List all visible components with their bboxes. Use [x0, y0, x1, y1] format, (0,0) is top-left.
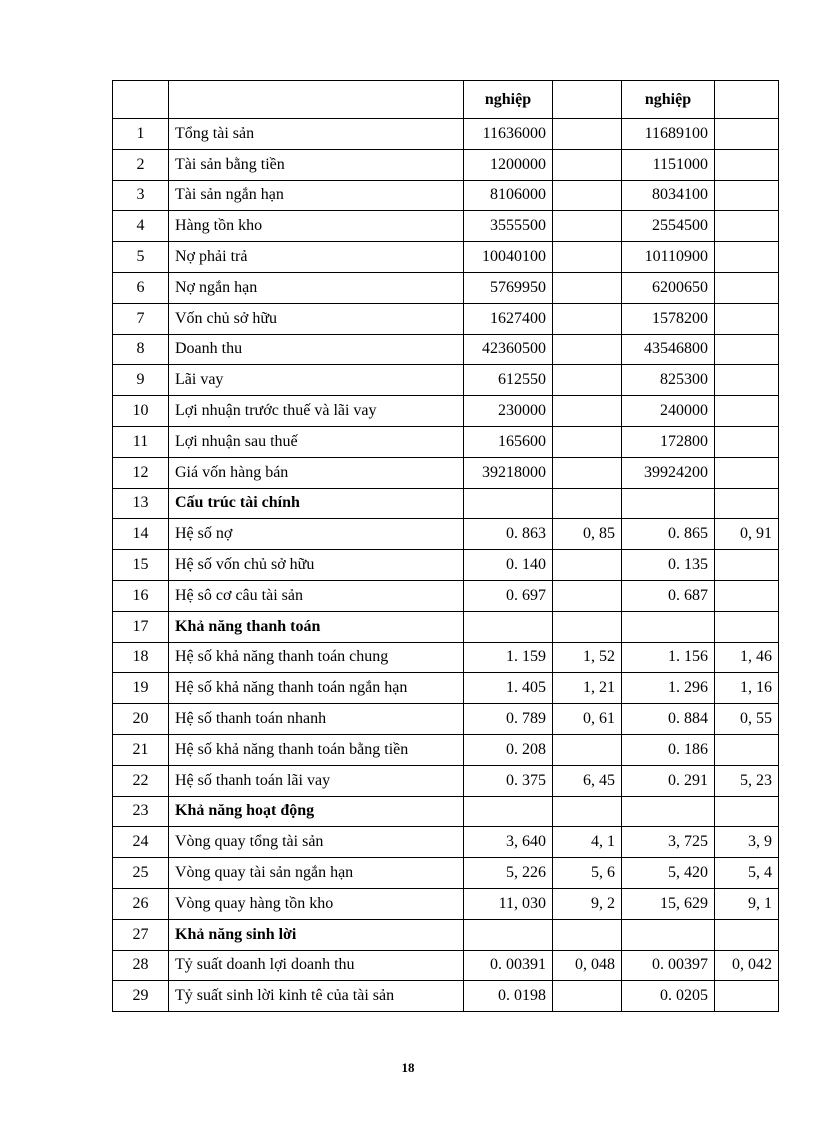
indicator-name-cell: Hàng tồn kho	[169, 211, 464, 242]
industry-average-cell-2	[715, 119, 779, 150]
row-number-cell: 15	[113, 550, 169, 581]
table-row	[113, 550, 779, 581]
enterprise-value-cell-2: 39924200	[622, 457, 715, 488]
enterprise-value-cell-1	[464, 919, 553, 950]
row-number-cell: 10	[113, 396, 169, 427]
indicator-name-cell: Khả năng hoạt động	[169, 796, 464, 827]
enterprise-value-cell-1: 0. 789	[464, 704, 553, 735]
enterprise-value-cell-2: 1. 156	[622, 642, 715, 673]
industry-average-cell-2	[715, 580, 779, 611]
industry-average-cell-2: 1, 16	[715, 673, 779, 704]
row-number-cell: 17	[113, 611, 169, 642]
industry-average-cell-1: 0, 61	[553, 704, 622, 735]
industry-average-cell-1: 6, 45	[553, 765, 622, 796]
header-cell-enterprise-1: nghiệp	[464, 81, 553, 119]
enterprise-value-cell-2: 0. 0205	[622, 981, 715, 1012]
indicator-name-cell: Hệ sô cơ câu tài sản	[169, 580, 464, 611]
industry-average-cell-2: 0, 91	[715, 519, 779, 550]
section-row	[113, 488, 779, 519]
table-row	[113, 303, 779, 334]
industry-average-cell-1	[553, 149, 622, 180]
enterprise-value-cell-1: 230000	[464, 396, 553, 427]
page-number: 18	[401, 1060, 415, 1075]
table-row	[113, 673, 779, 704]
enterprise-value-cell-2: 240000	[622, 396, 715, 427]
industry-average-cell-2	[715, 365, 779, 396]
indicator-name-cell: Tài sản ngắn hạn	[169, 180, 464, 211]
row-number-cell: 3	[113, 180, 169, 211]
table-row	[113, 519, 779, 550]
row-number-cell: 18	[113, 642, 169, 673]
indicator-name-cell: Nợ phải trả	[169, 242, 464, 273]
enterprise-value-cell-2: 10110900	[622, 242, 715, 273]
table-row	[113, 426, 779, 457]
industry-average-cell-2	[715, 734, 779, 765]
enterprise-value-cell-2: 0. 291	[622, 765, 715, 796]
industry-average-cell-2: 9, 1	[715, 888, 779, 919]
row-number-cell: 21	[113, 734, 169, 765]
industry-average-cell-2	[715, 919, 779, 950]
header-cell-name	[169, 81, 464, 119]
indicator-name-cell: Khả năng thanh toán	[169, 611, 464, 642]
indicator-name-cell: Nợ ngắn hạn	[169, 272, 464, 303]
indicator-name-cell: Hệ số thanh toán lãi vay	[169, 765, 464, 796]
enterprise-value-cell-2: 5, 420	[622, 858, 715, 889]
row-number-cell: 2	[113, 149, 169, 180]
indicator-name-cell: Vòng quay tổng tài sản	[169, 827, 464, 858]
indicator-name-cell: Doanh thu	[169, 334, 464, 365]
industry-average-cell-2: 5, 23	[715, 765, 779, 796]
table-row	[113, 119, 779, 150]
indicator-name-cell: Giá vốn hàng bán	[169, 457, 464, 488]
industry-average-cell-1: 1, 52	[553, 642, 622, 673]
industry-average-cell-1	[553, 211, 622, 242]
indicator-name-cell: Tỷ suất doanh lợi doanh thu	[169, 950, 464, 981]
table-row	[113, 272, 779, 303]
industry-average-cell-1	[553, 488, 622, 519]
table-row	[113, 242, 779, 273]
enterprise-value-cell-1: 612550	[464, 365, 553, 396]
industry-average-cell-2	[715, 211, 779, 242]
indicator-name-cell: Hệ số vốn chủ sở hữu	[169, 550, 464, 581]
enterprise-value-cell-2	[622, 611, 715, 642]
enterprise-value-cell-1: 1. 159	[464, 642, 553, 673]
row-number-cell: 25	[113, 858, 169, 889]
industry-average-cell-2	[715, 488, 779, 519]
table-row	[113, 827, 779, 858]
enterprise-value-cell-1: 3555500	[464, 211, 553, 242]
table-row	[113, 765, 779, 796]
enterprise-value-cell-2: 6200650	[622, 272, 715, 303]
indicator-name-cell: Khả năng sinh lời	[169, 919, 464, 950]
industry-average-cell-1	[553, 119, 622, 150]
table-row	[113, 365, 779, 396]
industry-average-cell-1: 0, 048	[553, 950, 622, 981]
enterprise-value-cell-2: 1. 296	[622, 673, 715, 704]
header-cell-industry-1	[553, 81, 622, 119]
industry-average-cell-1: 9, 2	[553, 888, 622, 919]
industry-average-cell-2	[715, 180, 779, 211]
table-body	[113, 81, 779, 1012]
row-number-cell: 1	[113, 119, 169, 150]
enterprise-value-cell-1: 11636000	[464, 119, 553, 150]
enterprise-value-cell-2	[622, 796, 715, 827]
row-number-cell: 24	[113, 827, 169, 858]
industry-average-cell-1	[553, 365, 622, 396]
row-number-cell: 27	[113, 919, 169, 950]
industry-average-cell-1	[553, 272, 622, 303]
enterprise-value-cell-1: 0. 208	[464, 734, 553, 765]
industry-average-cell-2	[715, 396, 779, 427]
header-cell-no	[113, 81, 169, 119]
row-number-cell: 13	[113, 488, 169, 519]
table-row	[113, 888, 779, 919]
industry-average-cell-1: 1, 21	[553, 673, 622, 704]
table-row	[113, 981, 779, 1012]
industry-average-cell-1	[553, 242, 622, 273]
enterprise-value-cell-1: 1627400	[464, 303, 553, 334]
enterprise-value-cell-1: 11, 030	[464, 888, 553, 919]
row-number-cell: 14	[113, 519, 169, 550]
table-row	[113, 149, 779, 180]
industry-average-cell-2: 0, 042	[715, 950, 779, 981]
row-number-cell: 9	[113, 365, 169, 396]
enterprise-value-cell-1: 0. 375	[464, 765, 553, 796]
enterprise-value-cell-2: 0. 186	[622, 734, 715, 765]
industry-average-cell-1	[553, 796, 622, 827]
industry-average-cell-2: 1, 46	[715, 642, 779, 673]
enterprise-value-cell-2: 15, 629	[622, 888, 715, 919]
enterprise-value-cell-2: 11689100	[622, 119, 715, 150]
indicator-name-cell: Hệ số nợ	[169, 519, 464, 550]
header-cell-enterprise-2: nghiệp	[622, 81, 715, 119]
enterprise-value-cell-1: 0. 140	[464, 550, 553, 581]
table-row	[113, 704, 779, 735]
industry-average-cell-1	[553, 580, 622, 611]
industry-average-cell-2	[715, 334, 779, 365]
section-row	[113, 919, 779, 950]
indicator-name-cell: Tỷ suất sinh lời kinh tê của tài sản	[169, 981, 464, 1012]
table-row	[113, 950, 779, 981]
industry-average-cell-1	[553, 396, 622, 427]
enterprise-value-cell-1: 0. 00391	[464, 950, 553, 981]
enterprise-value-cell-2: 0. 865	[622, 519, 715, 550]
industry-average-cell-2	[715, 426, 779, 457]
enterprise-value-cell-1: 8106000	[464, 180, 553, 211]
table-header-row	[113, 81, 779, 119]
enterprise-value-cell-1: 0. 863	[464, 519, 553, 550]
row-number-cell: 28	[113, 950, 169, 981]
enterprise-value-cell-1: 10040100	[464, 242, 553, 273]
section-row	[113, 611, 779, 642]
enterprise-value-cell-2: 825300	[622, 365, 715, 396]
row-number-cell: 22	[113, 765, 169, 796]
table-row	[113, 457, 779, 488]
industry-average-cell-1: 4, 1	[553, 827, 622, 858]
industry-average-cell-1	[553, 180, 622, 211]
industry-average-cell-1	[553, 334, 622, 365]
table-row	[113, 334, 779, 365]
table-row	[113, 211, 779, 242]
row-number-cell: 8	[113, 334, 169, 365]
industry-average-cell-2: 5, 4	[715, 858, 779, 889]
enterprise-value-cell-2: 43546800	[622, 334, 715, 365]
industry-average-cell-2	[715, 149, 779, 180]
industry-average-cell-1	[553, 981, 622, 1012]
enterprise-value-cell-1: 5769950	[464, 272, 553, 303]
row-number-cell: 23	[113, 796, 169, 827]
table-row	[113, 396, 779, 427]
enterprise-value-cell-2: 0. 884	[622, 704, 715, 735]
table-row	[113, 180, 779, 211]
enterprise-value-cell-2: 1151000	[622, 149, 715, 180]
industry-average-cell-2	[715, 611, 779, 642]
enterprise-value-cell-1: 5, 226	[464, 858, 553, 889]
enterprise-value-cell-2: 2554500	[622, 211, 715, 242]
industry-average-cell-1	[553, 919, 622, 950]
enterprise-value-cell-1: 3, 640	[464, 827, 553, 858]
indicator-name-cell: Tài sản bằng tiền	[169, 149, 464, 180]
indicator-name-cell: Tổng tài sản	[169, 119, 464, 150]
indicator-name-cell: Vòng quay hàng tồn kho	[169, 888, 464, 919]
enterprise-value-cell-2: 0. 00397	[622, 950, 715, 981]
enterprise-value-cell-2: 8034100	[622, 180, 715, 211]
indicator-name-cell: Hệ số khả năng thanh toán bằng tiền	[169, 734, 464, 765]
row-number-cell: 6	[113, 272, 169, 303]
row-number-cell: 16	[113, 580, 169, 611]
industry-average-cell-1	[553, 303, 622, 334]
table-row	[113, 580, 779, 611]
enterprise-value-cell-2: 1578200	[622, 303, 715, 334]
industry-average-cell-2	[715, 272, 779, 303]
industry-average-cell-1	[553, 550, 622, 581]
row-number-cell: 26	[113, 888, 169, 919]
row-number-cell: 12	[113, 457, 169, 488]
enterprise-value-cell-1: 1200000	[464, 149, 553, 180]
enterprise-value-cell-1: 0. 697	[464, 580, 553, 611]
row-number-cell: 7	[113, 303, 169, 334]
enterprise-value-cell-2: 3, 725	[622, 827, 715, 858]
industry-average-cell-2: 0, 55	[715, 704, 779, 735]
indicator-name-cell: Hệ số khả năng thanh toán chung	[169, 642, 464, 673]
enterprise-value-cell-2: 0. 687	[622, 580, 715, 611]
industry-average-cell-1	[553, 734, 622, 765]
industry-average-cell-2	[715, 242, 779, 273]
enterprise-value-cell-1: 0. 0198	[464, 981, 553, 1012]
table-row	[113, 642, 779, 673]
industry-average-cell-2	[715, 796, 779, 827]
enterprise-value-cell-1: 42360500	[464, 334, 553, 365]
row-number-cell: 29	[113, 981, 169, 1012]
enterprise-value-cell-2	[622, 919, 715, 950]
table-row	[113, 858, 779, 889]
enterprise-value-cell-1: 165600	[464, 426, 553, 457]
header-cell-industry-2	[715, 81, 779, 119]
indicator-name-cell: Hệ số khả năng thanh toán ngắn hạn	[169, 673, 464, 704]
industry-average-cell-1: 0, 85	[553, 519, 622, 550]
enterprise-value-cell-1	[464, 488, 553, 519]
indicator-name-cell: Lãi vay	[169, 365, 464, 396]
financial-ratios-table	[112, 80, 779, 1012]
enterprise-value-cell-2: 172800	[622, 426, 715, 457]
enterprise-value-cell-1	[464, 796, 553, 827]
row-number-cell: 20	[113, 704, 169, 735]
industry-average-cell-1	[553, 426, 622, 457]
industry-average-cell-2	[715, 457, 779, 488]
indicator-name-cell: Vốn chủ sở hữu	[169, 303, 464, 334]
enterprise-value-cell-1: 39218000	[464, 457, 553, 488]
row-number-cell: 5	[113, 242, 169, 273]
indicator-name-cell: Cấu trúc tài chính	[169, 488, 464, 519]
industry-average-cell-2: 3, 9	[715, 827, 779, 858]
industry-average-cell-1	[553, 457, 622, 488]
section-row	[113, 796, 779, 827]
table-row	[113, 734, 779, 765]
indicator-name-cell: Vòng quay tài sản ngắn hạn	[169, 858, 464, 889]
industry-average-cell-2	[715, 303, 779, 334]
industry-average-cell-2	[715, 550, 779, 581]
industry-average-cell-1: 5, 6	[553, 858, 622, 889]
enterprise-value-cell-2: 0. 135	[622, 550, 715, 581]
row-number-cell: 19	[113, 673, 169, 704]
indicator-name-cell: Hệ số thanh toán nhanh	[169, 704, 464, 735]
indicator-name-cell: Lợi nhuận sau thuế	[169, 426, 464, 457]
enterprise-value-cell-1: 1. 405	[464, 673, 553, 704]
industry-average-cell-2	[715, 981, 779, 1012]
row-number-cell: 11	[113, 426, 169, 457]
indicator-name-cell: Lợi nhuận trước thuế và lãi vay	[169, 396, 464, 427]
row-number-cell: 4	[113, 211, 169, 242]
enterprise-value-cell-1	[464, 611, 553, 642]
industry-average-cell-1	[553, 611, 622, 642]
enterprise-value-cell-2	[622, 488, 715, 519]
